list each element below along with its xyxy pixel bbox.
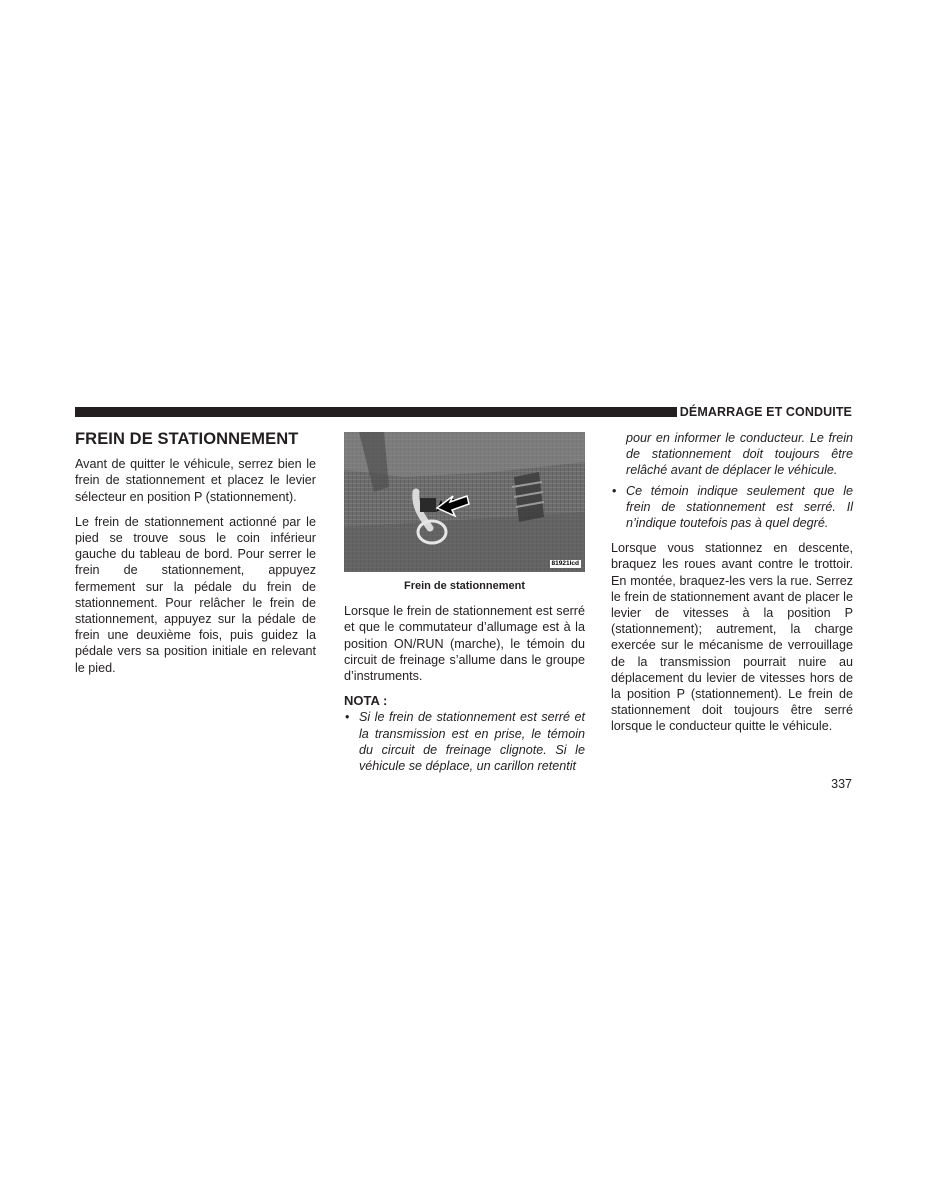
paragraph: Lorsque le frein de stationnement est serré et que le commutateur d’allumage est à la position ON/RUN (marche), le témoin du circuit de freinage s’allume dans le groupe d’instruments. (344, 604, 585, 684)
note-bullet-text: Si le frein de stationnement est serré et la transmission est en prise, le témoin du circuit de freinage clignote. Si le véhicule se déplace, un carillon retentit (359, 710, 585, 774)
section-title: FREIN DE STATIONNEMENT (75, 430, 299, 448)
nota-heading: NOTA : (344, 693, 388, 709)
bullet-marker: • (345, 710, 350, 725)
header-rule (75, 407, 677, 417)
note-bullet-item (611, 483, 853, 532)
note-bullet-continuation: pour en informer le conducteur. Le frein de stationnement doit toujours être relâché avant de déplacer le véhicule. (626, 431, 853, 478)
paragraph: Lorsque vous stationnez en descente, braquez les roues avant contre le trottoir. En montée, braquez-les vers la rue. Serrez le frein de stationnement avant de placer le levier de vitesses à la position P (stationnement); autrement, la charge exercée sur le mécanisme de verrouillage de la transmission pourrait nuire au déplacement du levier de vitesses hors de la position P (stationnement). Le frein de stationnement doit toujours être serré lorsque le conducteur quitte le véhicule. (611, 541, 853, 734)
bullet-marker: • (612, 483, 617, 498)
note-bullet-text: Ce témoin indique seulement que le frein de stationnement est serré. Il n’indique toutefois pas à quel degré. (626, 483, 853, 531)
paragraph: Avant de quitter le véhicule, serrez bien le frein de stationnement et placez le levier sélecteur en position P (stationnement). (75, 457, 316, 504)
parking-brake-illustration (344, 432, 585, 572)
section-header-title: DÉMARRAGE ET CONDUITE (679, 405, 852, 419)
column-middle (344, 428, 585, 778)
figure-caption: Frein de stationnement (403, 580, 526, 592)
note-bullet-item (344, 709, 585, 774)
parking-brake-figure (344, 432, 585, 572)
column-left (75, 428, 316, 685)
page-number: 337 (831, 777, 852, 791)
figure-code: 81921lcd (551, 560, 579, 567)
column-right (611, 430, 853, 744)
paragraph: Le frein de stationnement actionné par le pied se trouve sous le coin inférieur gauche du tableau de bord. Pour serrer le frein de stationnement, appuyez fermement sur la pédale du frein de stationnement. Pour relâcher le frein de stationnement, appuyez sur la pédale de frein une deuxième fois, puis guidez la pédale vers sa position initiale en relevant le pied. (75, 514, 316, 675)
